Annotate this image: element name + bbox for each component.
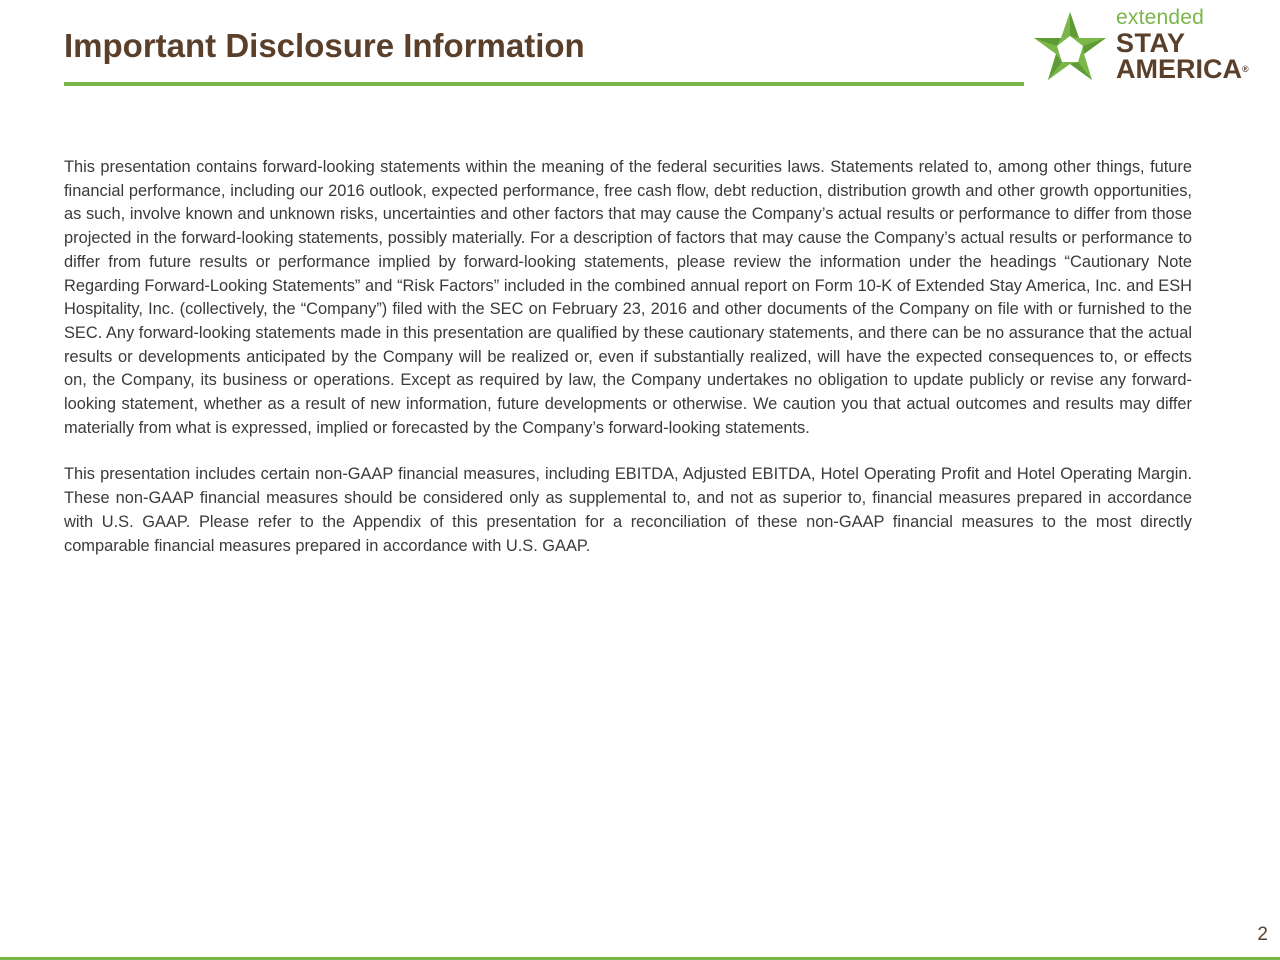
registered-mark: ® xyxy=(1242,64,1249,74)
logo-word-stay: STAY xyxy=(1116,28,1186,58)
logo-wordmark xyxy=(1116,6,1270,82)
logo-word-america-text: AMERICA xyxy=(1116,54,1242,84)
slide-title: Important Disclosure Information xyxy=(64,27,585,64)
forward-looking-paragraph: This presentation contains forward-looking statements within the meaning of the federal securities laws. Statements related to, among other things, future financial performance, including our 2016 outlook, expected performance, free cash flow, debt reduction, distribution growth and other growth opportunities, as such, involve known and unknown risks, uncertainties and other factors that may cause the Company’s actual results or performance to differ from those projected in the forward-looking statements, possibly materially. For a description of factors that may cause the Company’s actual results or performance to differ from future results or performance implied by forward-looking statements, please review the information under the headings “Cautionary Note Regarding Forward-Looking Statements” and “Risk Factors” included in the combined annual report on Form 10-K of Extended Stay America, Inc. and ESH Hospitality, Inc. (collectively, the “Company”) filed with the SEC on February 23, 2016 and other documents of the Company on file with or furnished to the SEC. Any forward-looking statements made in this presentation are qualified by these cautionary statements, and there can be no assurance that the actual results or developments anticipated by the Company will be realized or, even if substantially realized, will have the expected consequences to, or effects on, the Company, its business or operations. Except as required by law, the Company undertakes no obligation to update publicly or revise any forward-looking statement, whether as a result of new information, future developments or otherwise. We caution you that actual outcomes and results may differ materially from what is expressed, implied or forecasted by the Company’s forward-looking statements. xyxy=(64,158,1192,437)
page-number: 2 xyxy=(1257,924,1268,945)
star-logo-icon xyxy=(1030,6,1114,90)
non-gaap-paragraph: This presentation includes certain non-GAAP financial measures, including EBITDA, Adjusted EBITDA, Hotel Operating Profit and Hotel Operating Margin. These non-GAAP financial measures should be considered only as supplemental to, and not as superior to, financial measures prepared in accordance with U.S. GAAP. Please refer to the Appendix of this presentation for a reconciliation of these non-GAAP financial measures to the most directly comparable financial measures prepared in accordance with U.S. GAAP. xyxy=(64,465,1192,555)
logo-word-extended: extended xyxy=(1116,6,1205,29)
logo-word-america xyxy=(1116,56,1270,82)
title-underline xyxy=(64,82,1024,86)
disclosure-body xyxy=(64,156,1192,558)
company-logo xyxy=(1030,6,1270,90)
